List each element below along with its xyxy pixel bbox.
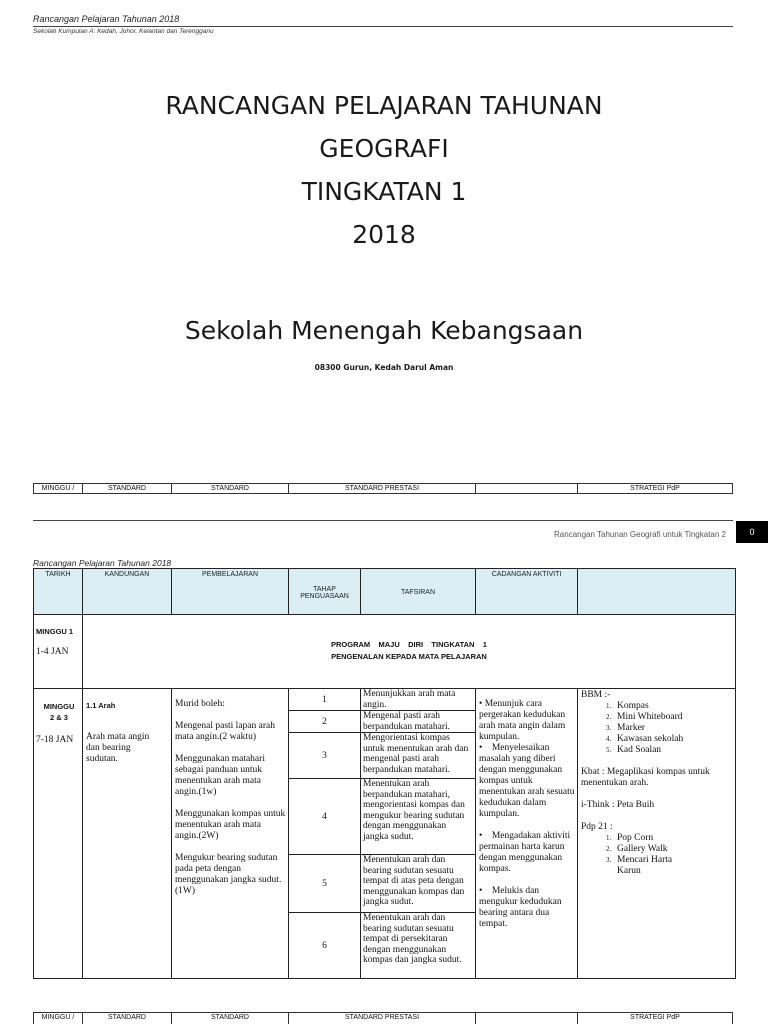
learning-objective: Mengukur bearing sudutan pada peta dengan menggunakan jangka sudut.(1W): [175, 853, 282, 896]
strip-cell-standard: STANDARD: [83, 1013, 172, 1024]
tahap-level: 1: [289, 689, 361, 711]
cadangan-cell: [476, 689, 578, 979]
strip-cell-empty: [476, 484, 578, 493]
bullet-icon: •: [479, 743, 483, 753]
bullet-icon: •: [479, 886, 483, 896]
tafsiran-text: Mengorientasi kompas untuk menentukan arah dan mengenal pasti arah berpandukan matahari.: [361, 733, 476, 779]
list-item: 5. Kad Soalan: [613, 745, 733, 756]
table-header-strip-bottom: [33, 1012, 733, 1024]
strip-cell-minggu: MINGGU /: [34, 484, 83, 493]
list-item: 1. Pop Corn: [613, 833, 733, 844]
week-label-line1: MINGGU: [43, 702, 75, 711]
pdp-list: [613, 833, 733, 877]
activity-item: [479, 699, 575, 743]
col-header-tarikh: TARIKH: [34, 569, 83, 615]
strip-cell-strategi: STRATEGI PdP: [630, 1014, 680, 1021]
list-item: 4. Kawasan sekolah: [613, 734, 693, 745]
page2-header-title: Rancangan Pelajaran Tahunan 2018: [33, 558, 172, 568]
col-header-cadangan: CADANGAN AKTIVITI: [476, 569, 578, 615]
col-header-tafsiran: TAFSIRAN: [361, 569, 476, 615]
list-item: 1. Kompas: [613, 701, 733, 712]
cover-title-line2: GEOGRAFI: [319, 134, 449, 163]
kandungan-cell: [83, 689, 172, 979]
col-header-tahap: TAHAP PENGUASAAN: [289, 569, 361, 615]
minggu-cell: [34, 615, 83, 689]
lesson-plan-table: [33, 568, 736, 979]
table-row: [34, 615, 736, 689]
page-footer-text: Rancangan Tahunan Geografi untuk Tingkatan 2: [554, 530, 726, 539]
page-footer-rule: [33, 520, 733, 521]
tahap-level: 5: [289, 855, 361, 913]
ithink-text: i-Think : Peta Buih: [581, 800, 655, 810]
minggu-cell: [34, 689, 83, 979]
cover-school-name: Sekolah Menengah Kebangsaan: [184, 316, 584, 345]
bullet-icon: •: [479, 699, 483, 709]
activity-text: Menyelesaikan masalah yang diberi dengan menggunakan kompas untuk menentukan arah sesuatu kedudukan dalam kumpulan.: [479, 743, 575, 819]
kandungan-text: Arah mata angin dan bearing sudutan.: [86, 732, 150, 764]
date-label: 1-4 JAN: [36, 647, 69, 657]
strip-cell-standard: STANDARD: [172, 1013, 289, 1024]
program-subtitle: PENGENALAN KEPADA MATA PELAJARAN: [331, 652, 487, 661]
pdp-label: Pdp 21 :: [581, 822, 613, 832]
table-row: [34, 689, 736, 711]
list-item: 3. Mencari Harta Karun: [613, 855, 683, 877]
table-header-row: [34, 569, 736, 615]
strip-cell-empty: [476, 1013, 578, 1024]
page-number-badge: 0: [736, 521, 768, 543]
week-label: [36, 701, 82, 723]
list-item: 2. Mini Whiteboard: [613, 712, 733, 723]
bullet-icon: •: [479, 831, 483, 841]
activity-item: [479, 886, 575, 930]
activity-item: [479, 831, 575, 875]
activity-item: [479, 743, 575, 820]
activity-text: Mengadakan aktiviti permainan harta karun dengan menggunakan kompas.: [479, 831, 571, 874]
program-cell: [83, 615, 736, 689]
tafsiran-text: Mengenal pasti arah berpandukan matahari.: [361, 711, 476, 733]
strip-cell-standard: STANDARD: [172, 484, 289, 493]
cover-title-line4: 2018: [352, 220, 416, 249]
learning-intro: Murid boleh:: [175, 699, 225, 709]
running-header-subtitle: Sekolah Kumpulan A: Kedah, Johor, Kelantan dan Terengganu: [33, 28, 214, 35]
col-header-pembelajaran: PEMBELAJARAN: [172, 569, 289, 615]
tafsiran-text: Menentukan arah dan bearing sudutan sesuatu tempat di persekitaran dengan menggunakan kompas dan jangka sudut.: [361, 913, 476, 979]
tahap-level: 3: [289, 733, 361, 779]
strip-cell-standard-prestasi: STANDARD PRESTASI: [289, 1013, 476, 1024]
strategi-cell: [578, 689, 736, 979]
tafsiran-text: Menentukan arah berpandukan matahari, mengorientasi kompas dan mengukur bearing sudutan dengan menggunakan jangka sudut.: [361, 779, 476, 855]
learning-objective: Menggunakan kompas untuk menentukan arah mata angin.(2W): [175, 809, 286, 841]
strip-cell-minggu: MINGGU /: [34, 1013, 83, 1024]
table-header-strip-top: [33, 483, 733, 494]
date-label: 7-18 JAN: [36, 735, 74, 745]
tahap-level: 4: [289, 779, 361, 855]
cover-title-block: [0, 84, 768, 256]
list-item: 2. Gallery Walk: [613, 844, 733, 855]
activity-text: Melukis dan mengukur kedudukan bearing antara dua tempat.: [479, 886, 562, 929]
cover-title-line3: TINGKATAN 1: [301, 177, 467, 206]
bbm-list: [613, 701, 733, 756]
header-rule: [33, 26, 733, 27]
bbm-label: BBM :-: [581, 690, 611, 700]
pembelajaran-cell: [172, 689, 289, 979]
tafsiran-text: Menentukan arah dan bearing sudutan sesuatu tempat di atas peta dengan menggunakan kompas dan jangka sudut.: [361, 855, 476, 913]
week-label-line2: 2 & 3: [50, 713, 68, 722]
activity-text: Menunjuk cara pergerakan kedudukan arah mata angin dalam kumpulan.: [479, 699, 566, 742]
running-header-title: Rancangan Pelajaran Tahunan 2018: [33, 14, 180, 24]
week-label: MINGGU 1: [36, 627, 74, 636]
learning-objective: Menggunakan matahari sebagai panduan untuk menentukan arah mata angin.(1w): [175, 754, 265, 797]
kandungan-title: 1.1 Arah: [86, 701, 116, 710]
tafsiran-text: Menunjukkan arah mata angin.: [361, 689, 476, 711]
learning-objective: Mengenal pasti lapan arah mata angin.(2 waktu): [175, 721, 275, 742]
program-title: PROGRAM MAJU DIRI TINGKATAN 1: [331, 640, 487, 649]
cover-address: 08300 Gurun, Kedah Darul Aman: [314, 363, 454, 372]
strip-cell-standard: STANDARD: [83, 484, 172, 493]
cover-title-line1: RANCANGAN PELAJARAN TAHUNAN: [165, 91, 603, 120]
strip-cell-standard-prestasi: STANDARD PRESTASI: [289, 484, 476, 493]
col-header-kandungan: KANDUNGAN: [83, 569, 172, 615]
tahap-level: 6: [289, 913, 361, 979]
strip-cell-strategi: STRATEGI PdP: [630, 485, 680, 492]
col-header-strategi: [578, 569, 736, 615]
tahap-level: 2: [289, 711, 361, 733]
kbat-text: Kbat : Megaplikasi kompas untuk menentukan arah.: [581, 767, 710, 788]
list-item: 3. Marker: [613, 723, 733, 734]
